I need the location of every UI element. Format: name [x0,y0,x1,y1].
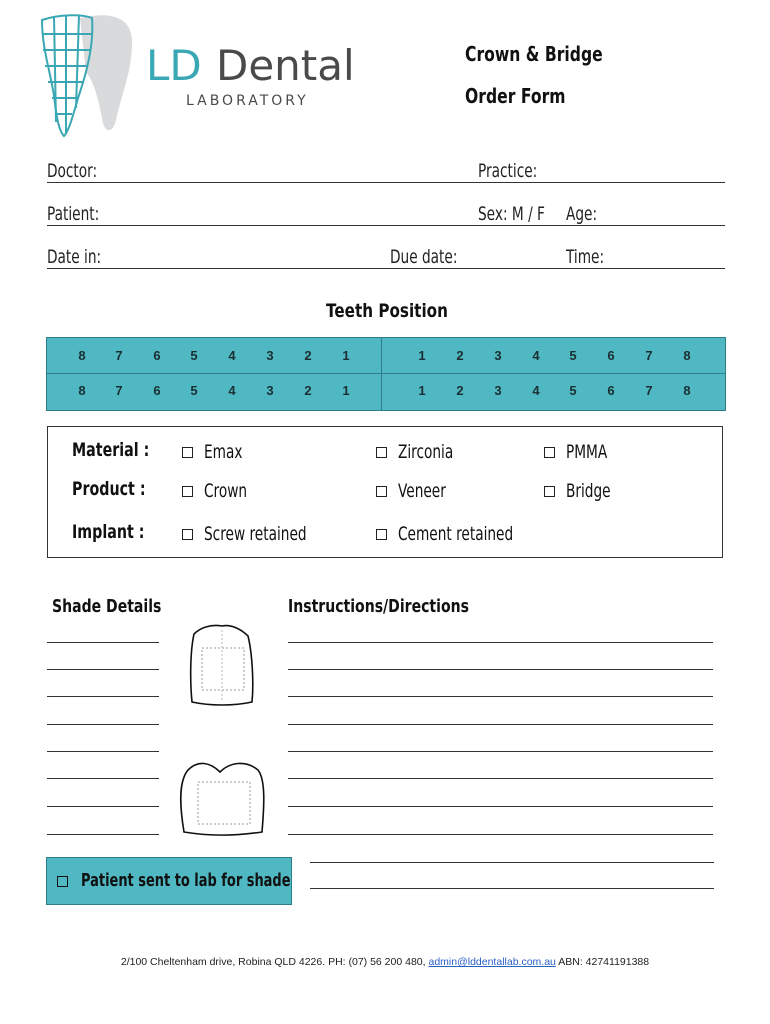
teeth-position-table [46,337,726,411]
tooth-number-lower-right[interactable]: 3 [494,383,502,398]
tooth-molar-icon [176,758,270,838]
checkbox [376,529,387,540]
tooth-number-upper-right[interactable]: 4 [532,348,540,363]
instruction-line[interactable] [288,696,713,697]
patient-line[interactable] [47,225,725,226]
date-line[interactable] [47,268,725,269]
instruction-line[interactable] [310,862,714,863]
tooth-number-lower-right[interactable]: 6 [607,383,615,398]
age-label: Age: [566,203,598,225]
shade-detail-line[interactable] [47,751,159,752]
time-label: Time: [566,246,605,268]
option-zirconia[interactable]: Zirconia [376,441,475,463]
instruction-line[interactable] [288,642,713,643]
tooth-number-upper-right[interactable]: 6 [607,348,615,363]
tooth-number-upper-right[interactable]: 3 [494,348,502,363]
shade-details-title: Shade Details [52,596,162,617]
footer-abn: ABN: 42741191388 [558,956,650,968]
checkbox [544,447,555,458]
option-pmma[interactable]: PMMA [544,441,623,463]
option-crown[interactable]: Crown [182,480,264,502]
checkbox [182,447,193,458]
options-box [47,426,723,558]
tooth-number-lower-right[interactable]: 2 [456,383,464,398]
tooth-number-lower-left[interactable]: 4 [228,383,236,398]
instruction-line[interactable] [288,834,713,835]
tooth-number-lower-left[interactable]: 2 [304,383,312,398]
option-screw-retained[interactable]: Screw retained [182,523,346,545]
instruction-line[interactable] [288,669,713,670]
shade-detail-line[interactable] [47,834,159,835]
tooth-number-upper-right[interactable]: 5 [569,348,577,363]
tooth-number-upper-right[interactable]: 2 [456,348,464,363]
patient-sent-label: Patient sent to lab for shade [81,870,291,891]
teeth-position-title: Teeth Position [326,300,448,322]
sex-label: Sex: M / F [478,203,545,225]
checkbox [376,486,387,497]
form-title-line2: Order Form [465,84,566,108]
product-label: Product : [72,478,146,500]
tooth-number-upper-left[interactable]: 3 [266,348,274,363]
instruction-line[interactable] [288,751,713,752]
tooth-number-lower-right[interactable]: 4 [532,383,540,398]
shade-detail-line[interactable] [47,642,159,643]
tooth-number-lower-right[interactable]: 8 [683,383,691,398]
patient-sent-to-lab-option[interactable] [46,857,292,905]
option-emax[interactable]: Emax [182,441,257,463]
tooth-number-lower-left[interactable]: 7 [115,383,123,398]
instruction-line[interactable] [288,724,713,725]
tooth-number-upper-left[interactable]: 7 [115,348,123,363]
checkbox[interactable] [57,876,68,887]
option-cement-retained[interactable]: Cement retained [376,523,558,545]
tooth-number-lower-right[interactable]: 5 [569,383,577,398]
footer [0,956,770,968]
tooth-number-upper-left[interactable]: 8 [78,348,86,363]
checkbox [376,447,387,458]
tooth-number-lower-right[interactable]: 1 [418,383,426,398]
footer-address: 2/100 Cheltenham drive, Robina QLD 4226. PH: (07) 56 200 480, [120,956,426,968]
checkbox [544,486,555,497]
instruction-line[interactable] [310,888,714,889]
doctor-label: Doctor: [47,160,98,182]
option-veneer[interactable]: Veneer [376,480,464,502]
material-label: Material : [72,439,150,461]
checkbox [182,486,193,497]
shade-detail-line[interactable] [47,806,159,807]
brand-subtitle: LABORATORY [186,93,309,109]
instructions-title: Instructions/Directions [288,596,469,617]
shade-detail-line[interactable] [47,669,159,670]
tooth-number-upper-left[interactable]: 1 [342,348,350,363]
tooth-number-lower-left[interactable]: 8 [78,383,86,398]
form-title-line1: Crown & Bridge [465,42,603,66]
implant-label: Implant : [72,521,145,543]
date-in-label: Date in: [47,246,102,268]
brand-name-ld: LD [146,41,202,90]
patient-label: Patient: [47,203,100,225]
tooth-number-upper-left[interactable]: 5 [190,348,198,363]
tooth-number-lower-left[interactable]: 3 [266,383,274,398]
brand-name-dental: Dental [216,41,355,90]
tooth-number-upper-right[interactable]: 7 [645,348,653,363]
shade-detail-line[interactable] [47,724,159,725]
instruction-line[interactable] [288,778,713,779]
instruction-line[interactable] [288,806,713,807]
tooth-number-lower-right[interactable]: 7 [645,383,653,398]
shade-detail-line[interactable] [47,778,159,779]
doctor-line[interactable] [47,182,725,183]
tooth-number-upper-left[interactable]: 4 [228,348,236,363]
shade-detail-line[interactable] [47,696,159,697]
tooth-logo-icon [36,12,376,140]
tooth-number-upper-left[interactable]: 6 [153,348,161,363]
practice-label: Practice: [478,160,538,182]
tooth-number-upper-left[interactable]: 2 [304,348,312,363]
brand-logo [36,12,376,140]
tooth-number-lower-left[interactable]: 1 [342,383,350,398]
tooth-number-lower-left[interactable]: 5 [190,383,198,398]
checkbox [182,529,193,540]
tooth-number-lower-left[interactable]: 6 [153,383,161,398]
footer-email-link[interactable]: admin@lddentallab.com.au [428,956,556,968]
tooth-number-upper-right[interactable]: 1 [418,348,426,363]
due-date-label: Due date: [390,246,458,268]
tooth-front-icon [186,622,258,708]
tooth-number-upper-right[interactable]: 8 [683,348,691,363]
option-bridge[interactable]: Bridge [544,480,628,502]
